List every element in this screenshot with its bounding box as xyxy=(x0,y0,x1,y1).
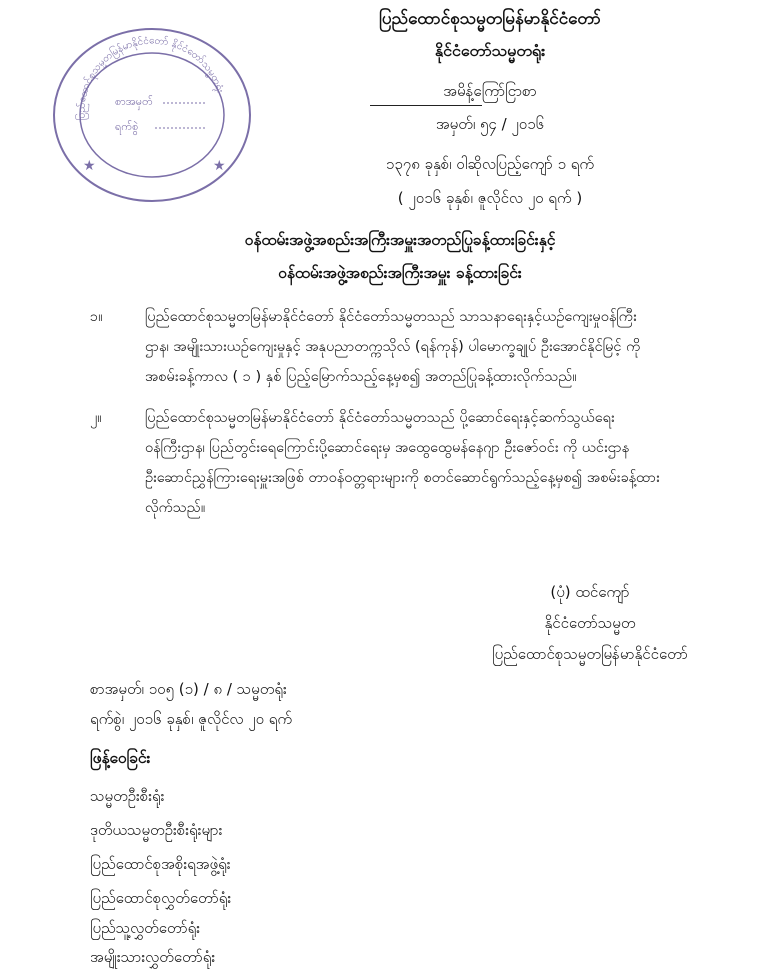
paragraph-line: ပြည်ထောင်စုသမ္မတမြန်မာနိုင်ငံတော် နိုင်ငံတော်သမ္မတသည် သာသနာရေးနှင့်ယဉ်ကျေးမှုဝန်ကြီး xyxy=(145,309,637,325)
seal-star-left-icon: ★ xyxy=(83,158,96,174)
date-myanmar: ၁၃၇၈ ခုနှစ်၊ ဝါဆိုလပြည့်ကျော် ၁ ရက် xyxy=(385,155,595,173)
paragraph-number: ၂။ xyxy=(90,410,102,426)
paragraph-line: ဌာန၊ အမျိုးသားယဉ်ကျေးမှုနှင့် အနုပညာတက္ကသိုလ် (ရန်ကုန်) ပါမောက္ခချုပ် ဦးအောင်နိုင်မြင့် ကို xyxy=(145,339,641,355)
distribution-item: သမ္မတဦးစီးရုံး xyxy=(90,787,165,805)
header-title-1: ပြည်ထောင်စုသမ္မတမြန်မာနိုင်ငံတော် xyxy=(379,9,601,29)
paragraph-2 xyxy=(90,403,730,523)
seal-ring-text: ပြည်ထောင်စုသမ္မတမြန်မာနိုင်ငံတော် နိုင်ငံတော်သမ္မတရုံး xyxy=(76,35,226,121)
header-title-2: နိုင်ငံတော်သမ္မတရုံး xyxy=(434,41,546,60)
distribution-item: အမျိုးသားလွှတ်တော်ရုံး xyxy=(90,948,216,966)
paragraph-line: လိုက်သည်။ xyxy=(145,500,206,516)
distribution-item: ပြည်ထောင်စုလွှတ်တော်ရုံး xyxy=(90,889,232,907)
notice-title: အမိန့်ကြော်ငြာစာ xyxy=(443,82,537,100)
signature-name: (ပုံ) ထင်ကျော် xyxy=(550,583,630,601)
signature-country: ပြည်ထောင်စုသမ္မတမြန်မာနိုင်ငံတော် xyxy=(492,645,688,663)
paragraph-line: ဦးဆောင်ညွှန်ကြားရေးမှူးအဖြစ် တာဝန်ဝတ္တရားများကို စတင်ဆောင်ရွက်သည့်နေ့မှစ၍ အစမ်းခန့်ထား xyxy=(145,470,660,486)
signature-role: နိုင်ငံတော်သမ္မတ xyxy=(544,614,636,632)
seal-line-1: စာအမှတ် xyxy=(115,95,153,108)
subject-line-1: ဝန်ထမ်းအဖွဲ့အစည်းအကြီးအမှူးအတည်ပြုခန့်ထားခြင်းနှင့် xyxy=(244,231,556,249)
paragraph-line: အစမ်းခန့်ကာလ ( ၁ ) နှစ် ပြည့်မြောက်သည့်နေ့မှစ၍ အတည်ပြုခန့်ထားလိုက်သည်။ xyxy=(145,369,577,385)
distribution-item: ပြည်သူ့လွှတ်တော်ရုံး xyxy=(90,919,201,937)
notice-number: အမှတ်၊ ၅၄ / ၂၀၁၆ xyxy=(435,115,545,133)
seal-line-2: ရက်စွဲ xyxy=(115,120,139,133)
distribution-item: ပြည်ထောင်စုအစိုးရအဖွဲ့ရုံး xyxy=(90,855,231,873)
paragraph-line: ဝန်ကြီးဌာန၊ ပြည်တွင်းရေကြောင်းပို့ဆောင်ရေးမှ အထွေထွေမန်နေဂျာ ဦးဇော်ဝင်း ကို ယင်းဌာန xyxy=(145,440,630,456)
seal-star-right-icon: ★ xyxy=(213,158,226,174)
subject-line-2: ဝန်ထမ်းအဖွဲ့အစည်းအကြီးအမှူး ခန့်ထားခြင်း xyxy=(278,264,522,282)
paragraph-line: ပြည်ထောင်စုသမ္မတမြန်မာနိုင်ငံတော် နိုင်ငံတော်သမ္မတသည် ပို့ဆောင်ရေးနှင့်ဆက်သွယ်ရေး xyxy=(145,410,615,426)
reference-letter-number: စာအမှတ်၊ ၁၀၅ (၁) / ၈ / သမ္မတရုံး xyxy=(90,680,287,698)
paragraph-1 xyxy=(90,302,730,392)
notice-underline xyxy=(370,105,482,106)
distribution-heading: ဖြန့်ဝေခြင်း xyxy=(90,749,151,767)
paragraph-number: ၁။ xyxy=(90,309,103,325)
distribution-item: ဒုတိယသမ္မတဦးစီးရုံးများ xyxy=(90,821,223,839)
date-gregorian: ( ၂၀၁၆ ခုနှစ်၊ ဇူလိုင်လ ၂၀ ရက် ) xyxy=(397,189,583,207)
reference-date: ရက်စွဲ၊ ၂၀၁၆ ခုနှစ်၊ ဇူလိုင်လ ၂၀ ရက် xyxy=(90,710,293,728)
official-seal xyxy=(45,20,260,210)
